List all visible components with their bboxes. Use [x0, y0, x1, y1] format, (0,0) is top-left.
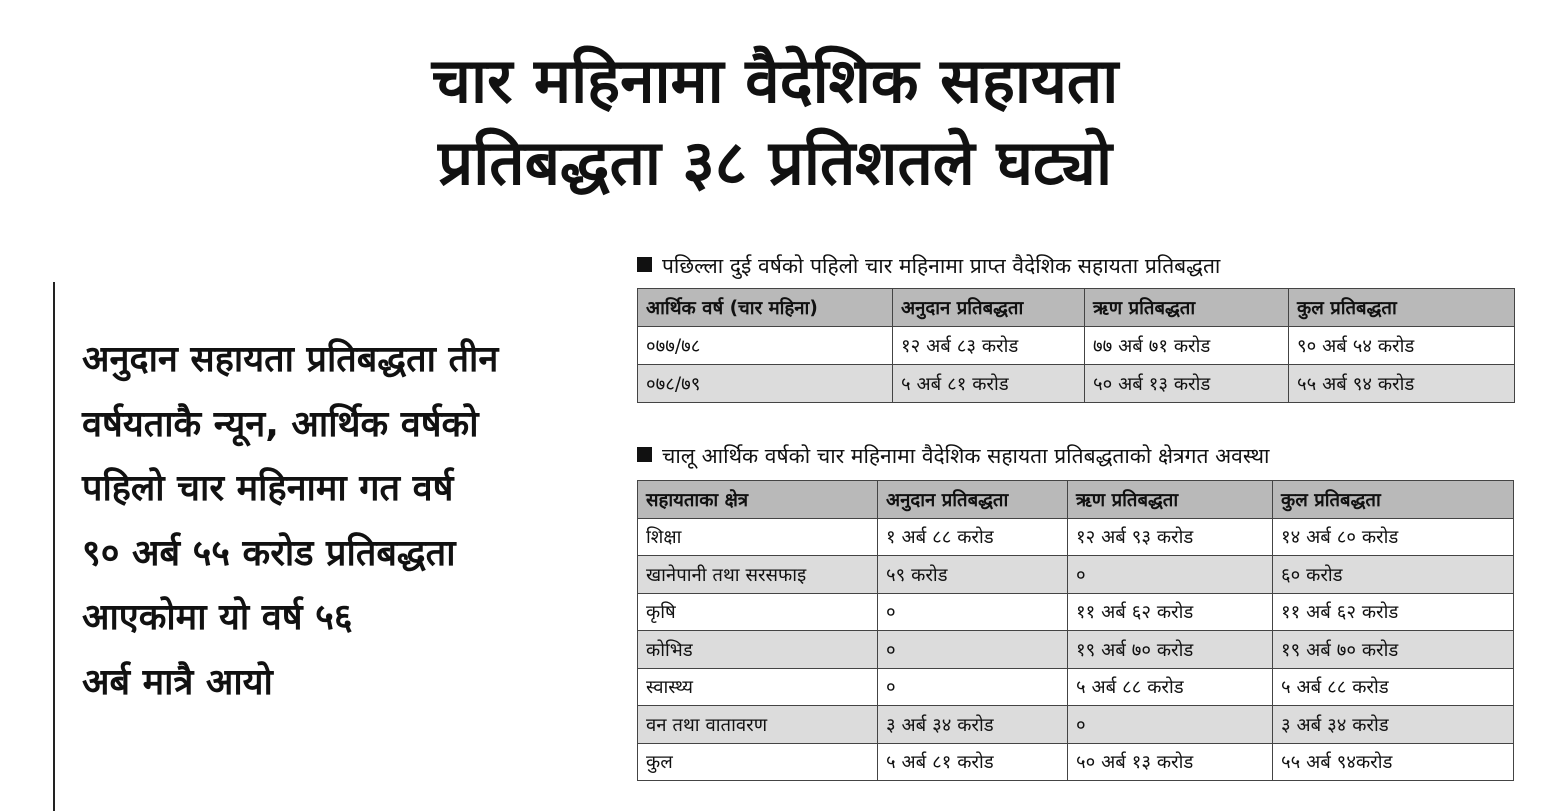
column-header-loan: ऋण प्रतिबद्धता	[1068, 481, 1273, 519]
summary-line: पहिलो चार महिनामा गत वर्ष	[82, 468, 454, 509]
table-cell: शिक्षा	[638, 518, 878, 556]
summary-text	[82, 328, 602, 715]
table-header-row	[638, 481, 1514, 519]
summary-line: वर्षयताकै न्यून, आर्थिक वर्षको	[82, 403, 479, 445]
table2-caption	[637, 441, 1269, 471]
table-cell: ५० अर्ब १३ करोड	[1068, 743, 1273, 781]
table-cell: ०	[878, 593, 1068, 631]
table-row	[638, 556, 1514, 594]
column-header-total: कुल प्रतिबद्धता	[1289, 289, 1515, 327]
table-cell: ९० अर्ब ५४ करोड	[1289, 327, 1515, 365]
headline-line-1: चार महिनामा वैदेशिक सहायता	[431, 44, 1119, 117]
black-square-icon	[637, 447, 652, 462]
table-cell: ७७ अर्ब ७१ करोड	[1085, 327, 1289, 365]
column-header-grant: अनुदान प्रतिबद्धता	[878, 481, 1068, 519]
column-header-total: कुल प्रतिबद्धता	[1273, 481, 1514, 519]
table-row-total	[638, 743, 1514, 781]
table-cell: ५५ अर्ब ९४ करोड	[1289, 365, 1515, 403]
sector-commitment-table	[637, 480, 1514, 781]
table-cell: १२ अर्ब ९३ करोड	[1068, 518, 1273, 556]
column-header-loan: ऋण प्रतिबद्धता	[1085, 289, 1289, 327]
table-cell: ०	[1068, 556, 1273, 594]
table1-caption	[637, 251, 1220, 281]
table-header-row	[638, 289, 1515, 327]
table-cell: १ अर्ब ८८ करोड	[878, 518, 1068, 556]
table-cell: १२ अर्ब ८३ करोड	[893, 327, 1085, 365]
table-row	[638, 706, 1514, 744]
table-row	[638, 365, 1515, 403]
summary-line: अनुदान सहायता प्रतिबद्धता तीन	[82, 339, 499, 380]
table-cell: ५ अर्ब ८८ करोड	[1273, 668, 1514, 706]
table-cell: ०७८/७९	[638, 365, 893, 403]
headline	[0, 40, 1550, 204]
table-cell: ५ अर्ब ८८ करोड	[1068, 668, 1273, 706]
table-cell: खानेपानी तथा सरसफाइ	[638, 556, 878, 594]
vertical-divider	[53, 282, 55, 811]
table-row	[638, 593, 1514, 631]
table-cell: ०	[878, 668, 1068, 706]
summary-line: आएकोमा यो वर्ष ५६	[82, 597, 353, 638]
headline-line-2: प्रतिबद्धता ३८ प्रतिशतले घट्यो	[437, 126, 1113, 199]
table-cell: ३ अर्ब ३४ करोड	[878, 706, 1068, 744]
table2-caption-text: चालू आर्थिक वर्षको चार महिनामा वैदेशिक सहायता प्रतिबद्धताको क्षेत्रगत अवस्था	[662, 444, 1270, 468]
summary-line: ९० अर्ब ५५ करोड प्रतिबद्धता	[82, 532, 456, 574]
table-cell: ३ अर्ब ३४ करोड	[1273, 706, 1514, 744]
table-row	[638, 518, 1514, 556]
table-cell: कोभिड	[638, 631, 878, 669]
table-row	[638, 631, 1514, 669]
table-cell: ०	[1068, 706, 1273, 744]
table-cell: स्वास्थ्य	[638, 668, 878, 706]
table-cell: कृषि	[638, 593, 878, 631]
table-cell: १९ अर्ब ७० करोड	[1068, 631, 1273, 669]
black-square-icon	[637, 257, 652, 272]
table-cell: ११ अर्ब ६२ करोड	[1273, 593, 1514, 631]
table-cell: कुल	[638, 743, 878, 781]
table-cell: ५९ करोड	[878, 556, 1068, 594]
table-cell: ५० अर्ब १३ करोड	[1085, 365, 1289, 403]
table-cell: १४ अर्ब ८० करोड	[1273, 518, 1514, 556]
yearly-commitment-table	[637, 288, 1515, 403]
table-row	[638, 668, 1514, 706]
table-cell: ६० करोड	[1273, 556, 1514, 594]
table-cell: ५ अर्ब ८१ करोड	[893, 365, 1085, 403]
table-cell: वन तथा वातावरण	[638, 706, 878, 744]
table-cell: ५५ अर्ब ९४करोड	[1273, 743, 1514, 781]
table-row	[638, 327, 1515, 365]
table-cell: १९ अर्ब ७० करोड	[1273, 631, 1514, 669]
summary-line: अर्ब मात्रै आयो	[82, 661, 273, 703]
column-header-sector: सहायताका क्षेत्र	[638, 481, 878, 519]
table1-caption-text: पछिल्ला दुई वर्षको पहिलो चार महिनामा प्राप्त वैदेशिक सहायता प्रतिबद्धता	[662, 254, 1221, 278]
table-cell: ०७७/७८	[638, 327, 893, 365]
table-cell: ११ अर्ब ६२ करोड	[1068, 593, 1273, 631]
table-cell: ५ अर्ब ८१ करोड	[878, 743, 1068, 781]
column-header-grant: अनुदान प्रतिबद्धता	[893, 289, 1085, 327]
column-header-fiscal-year: आर्थिक वर्ष (चार महिना)	[638, 289, 893, 327]
table-cell: ०	[878, 631, 1068, 669]
